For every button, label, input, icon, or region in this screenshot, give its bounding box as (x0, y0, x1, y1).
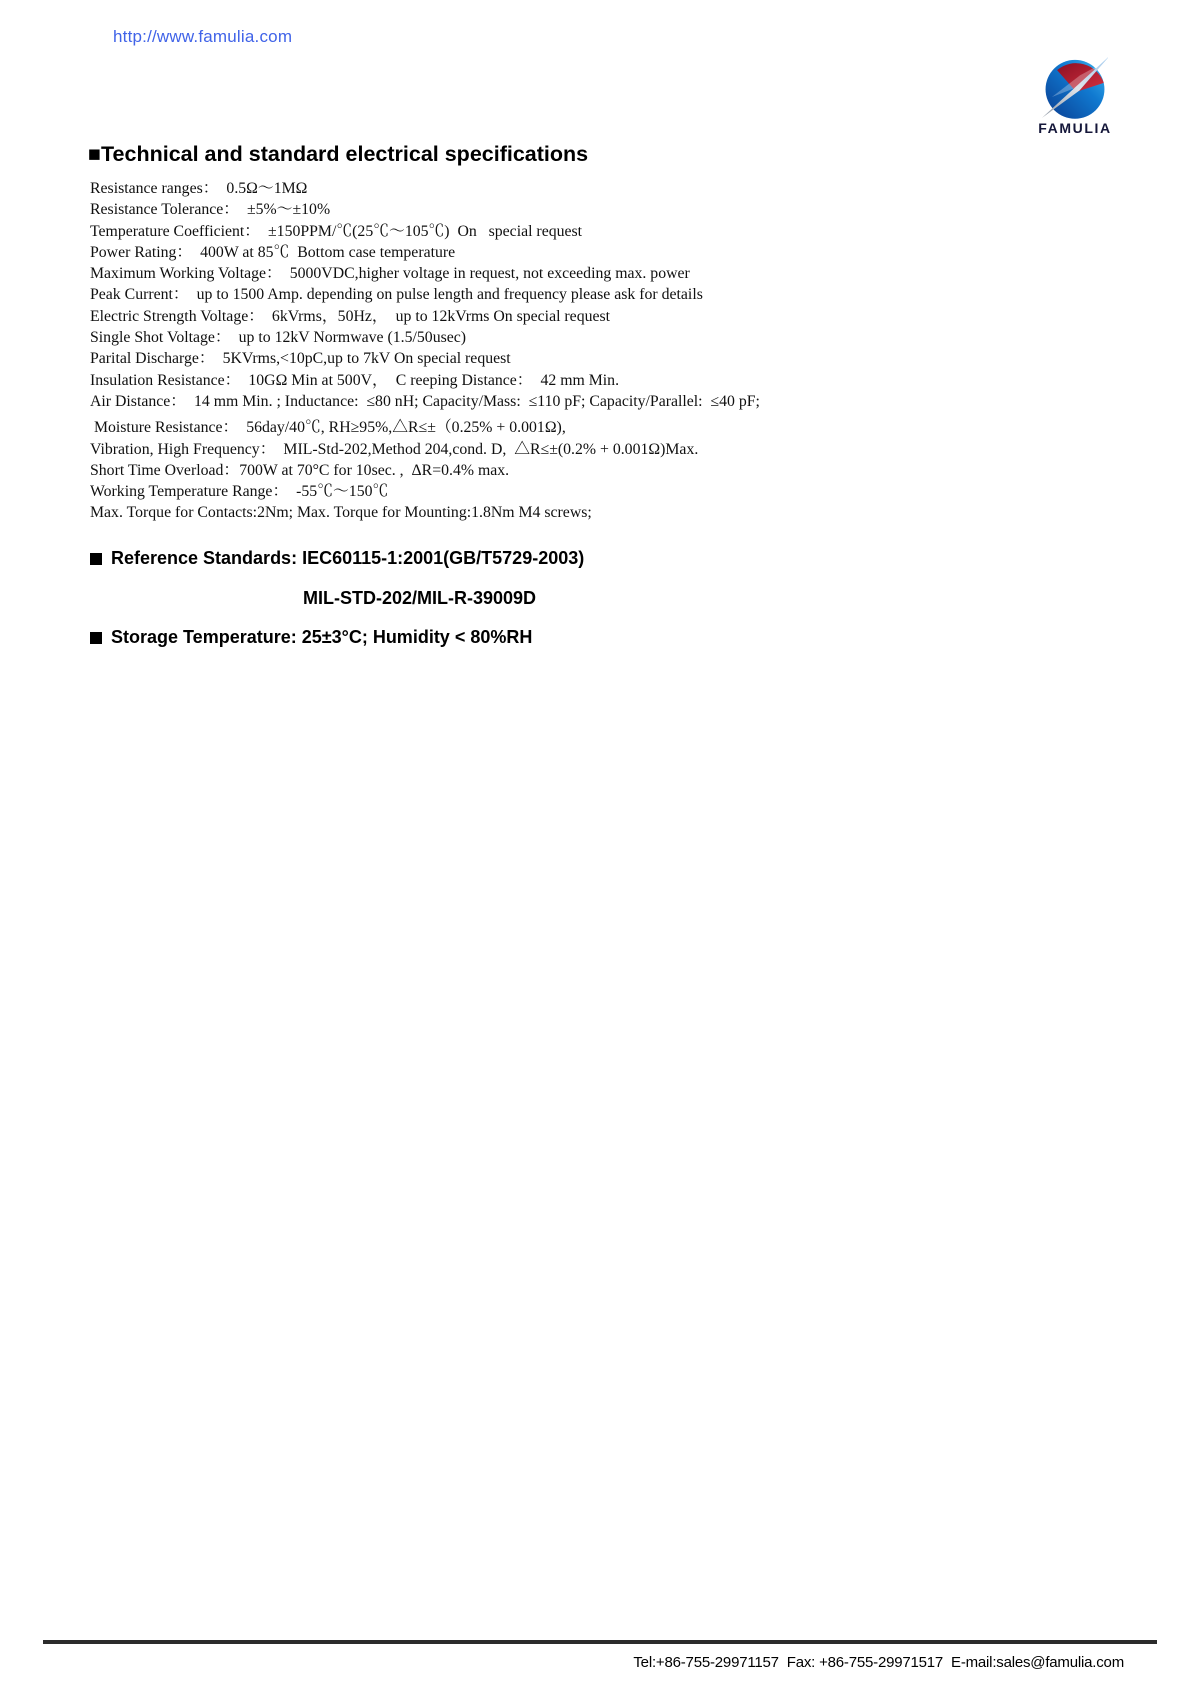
storage-temperature-label: Storage Temperature: 25±3°C; Humidity < 80%RH (111, 627, 533, 647)
spec-line: Peak Current： up to 1500 Amp. depending on pulse length and frequency please ask for details (90, 286, 703, 304)
spec-line: Single Shot Voltage： up to 12kV Normwave (1.5/50usec) (90, 329, 467, 347)
famulia-logo-icon (1042, 56, 1108, 120)
website-link[interactable]: http://www.famulia.com (113, 27, 293, 46)
footer-contact: Tel:+86-755-29971157 Fax: +86-755-29971517 E-mail:sales@famulia.com (633, 1654, 1124, 1671)
storage-temperature-row (90, 627, 532, 648)
spec-line: Electric Strength Voltage： 6kVrms，50Hz， up to 12kVrms On special request (90, 307, 611, 325)
spec-line: Air Distance： 14 mm Min. ; Inductance: ≤80 nH; Capacity/Mass: ≤110 pF; Capacity/Parallel: ≤40 pF; (90, 392, 760, 410)
spec-line: Insulation Resistance： 10GΩ Min at 500V， C reeping Distance： 42 mm Min. (90, 371, 620, 389)
spec-line: Short Time Overload：700W at 70°C for 10sec. , ΔR=0.4% max. (90, 461, 510, 479)
square-bullet-icon (90, 553, 102, 565)
spec-line: Parital Discharge： 5KVrms,<10pC,up to 7kV On special request (90, 350, 511, 368)
spec-line: Maximum Working Voltage： 5000VDC,higher voltage in request, not exceeding max. power (90, 265, 690, 283)
square-bullet-icon: ■ (88, 142, 101, 166)
company-logo (1030, 56, 1120, 136)
page-title-text: Technical and standard electrical specifications (101, 142, 589, 166)
spec-line: Resistance ranges： 0.5Ω～1MΩ (90, 180, 308, 197)
spec-line: Max. Torque for Contacts:2Nm; Max. Torque for Mounting:1.8Nm M4 screws; (90, 504, 592, 522)
spec-list (90, 178, 880, 524)
reference-standards-line2: MIL-STD-202/MIL-R-39009D (303, 588, 537, 608)
reference-standards-row (90, 548, 584, 569)
square-bullet-icon (90, 632, 102, 644)
spec-line: Resistance Tolerance： ±5%～±10% (90, 201, 331, 219)
footer-divider (43, 1640, 1157, 1644)
spec-line: Power Rating： 400W at 85℃ Bottom case temperature (90, 243, 456, 261)
spec-line: Moisture Resistance： 56day/40℃, RH≥95%,△R≤±（0.25% + 0.001Ω), (90, 419, 566, 437)
spec-line: Working Temperature Range： -55℃～150℃ (90, 483, 389, 501)
reference-standards-label: Reference Standards: IEC60115-1:2001(GB/T5729-2003) (111, 548, 585, 568)
spec-line: Vibration, High Frequency： MIL-Std-202,Method 204,cond. D, △R≤±(0.2% + 0.001Ω)Max. (90, 440, 699, 458)
brand-name: FAMULIA (1038, 120, 1112, 136)
spec-line: Temperature Coefficient： ±150PPM/℃(25℃～105℃) On special request (90, 222, 583, 240)
page-title (88, 142, 588, 167)
